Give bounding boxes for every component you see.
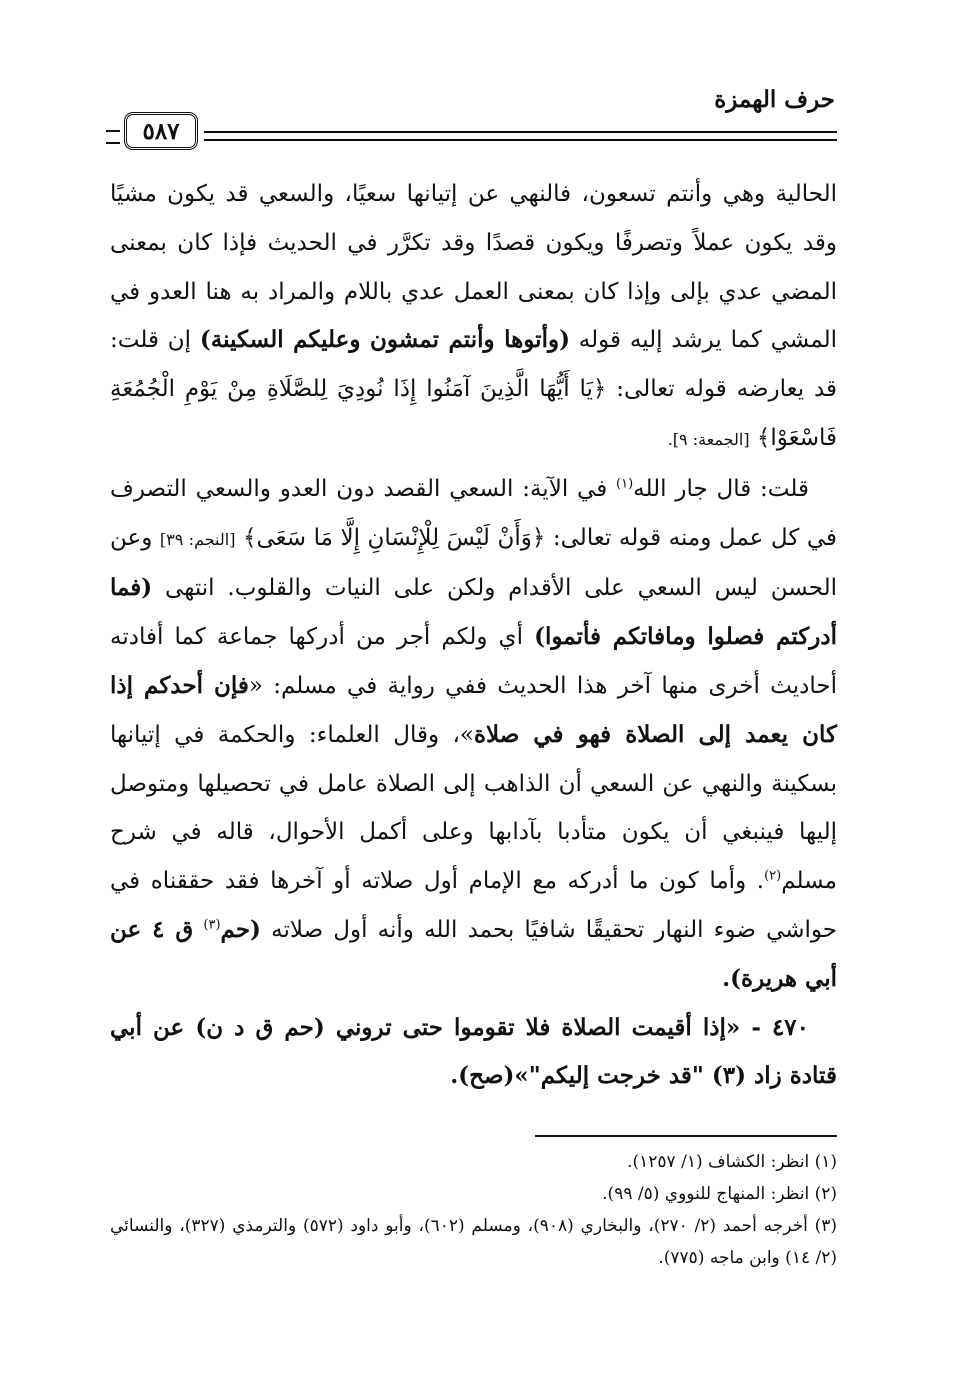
footnote-3: (٣) أخرجه أحمد (٢/ ٢٧٠)، والبخاري (٩٠٨)، ومسلم (٦٠٢)، وأبو داود (٥٧٢) والترمذي (٣٢٧)، والنسائي (٢/ ١٤) وابن ماجه (٧٧٥). <box>110 1216 838 1268</box>
text-run: إن قلت: قد يعارضه قوله تعالى: <box>110 327 838 403</box>
quran-verse: ﴿وَأَنْ لَيْسَ لِلْإِنْسَانِ إِلَّا مَا سَعَى﴾ <box>243 524 546 551</box>
running-title: حرف الهمزة <box>714 86 835 113</box>
header-double-rule <box>204 131 837 141</box>
footnote-marker: (١) <box>616 476 634 492</box>
text-run: أي ولكم أجر من أدركها جماعة كما أفادته أحاديث أخرى منها آخر هذا الحديث ففي رواية في مسلم: « <box>110 624 837 699</box>
text-run: قلت: قال جار الله <box>633 475 809 502</box>
footnote-marker: (٣) <box>203 917 221 933</box>
footnote-1: (١) انظر: الكشاف (١/ ١٢٥٧). <box>627 1152 837 1172</box>
footnote-marker: (٢) <box>764 868 782 884</box>
text-run: في الآية: السعي القصد دون العدو والسعي التصرف في كل عمل ومنه قوله تعالى: <box>110 475 838 551</box>
hadith-entry-470: ٤٧٠ - «إذا أقيمت الصلاة فلا تقوموا حتى تروني (حم ق د ن) عن أبي قتادة زاد (٣) "قد خرجت إليكم"»(صح). <box>110 1013 837 1090</box>
text-run: وعن الحسن ليس السعي على الأقدام ولكن على النيات والقلوب. انتهى <box>110 524 837 602</box>
text-run: الحالية وهي وأنتم تسعون، فالنهي عن إتيانها سعيًا، والسعي قد يكون مشيًا وقد يكون عملاً وتصرفًا ويكون قصدًا وقد تكرَّر في الحديث فإذا كان بمعنى المضي عدي بإلى وإذا كان بمعنى العمل عدي باللام والمراد به هنا العدو في المشي كما يرشد إليه قوله <box>110 181 838 354</box>
hadith-quote: (فما أدركتم فصلوا ومافاتكم فأتموا) <box>110 574 837 651</box>
footnotes <box>110 1146 837 1274</box>
hadith-quote: (وأتوها وأنتم تمشون وعليكم السكينة) <box>199 326 570 354</box>
source-code: ق ٤ عن أبي هريرة). <box>110 915 837 992</box>
paragraph-2 <box>110 465 837 1004</box>
source-code: (حم <box>220 915 261 943</box>
verse-reference: [النجم: ٣٩] <box>159 529 236 549</box>
footnote-separator <box>535 1135 837 1137</box>
verse-reference: [الجمعة: ٩]. <box>667 429 750 449</box>
text-run: . وأما كون ما أدركه مع الإمام أول صلاته أو آخرها فقد حققناه في حواشي ضوء النهار تحقيقًا شافيًا بحمد الله وأنه أول صلاته <box>110 868 837 943</box>
hadith-quote: فإن أحدكم إذا كان يعمد إلى الصلاة فهو في صلاة <box>110 671 837 748</box>
paragraph-1 <box>110 170 837 465</box>
main-text <box>110 170 837 1101</box>
text-run: »، وقال العلماء: والحكمة في إتيانها بسكينة والنهي عن السعي أن الذاهب إلى الصلاة عامل في تحصيلها ومتوصل إليها فينبغي أن يكون متأدبا بآدابها وعلى أكمل الأحوال، قاله في شرح مسلم <box>110 721 837 895</box>
quran-verse: ﴿يَا أَيُّهَا الَّذِينَ آمَنُوا إِذَا نُودِيَ لِلصَّلَاةِ مِنْ يَوْمِ الْجُمُعَةِ فَاسْعَوْا﴾ <box>110 376 837 451</box>
footnote-2: (٢) انظر: المنهاج للنووي (٥/ ٩٩). <box>602 1184 837 1204</box>
page-number-ornament <box>106 130 120 144</box>
page-number: ٥٨٧ <box>124 112 198 150</box>
